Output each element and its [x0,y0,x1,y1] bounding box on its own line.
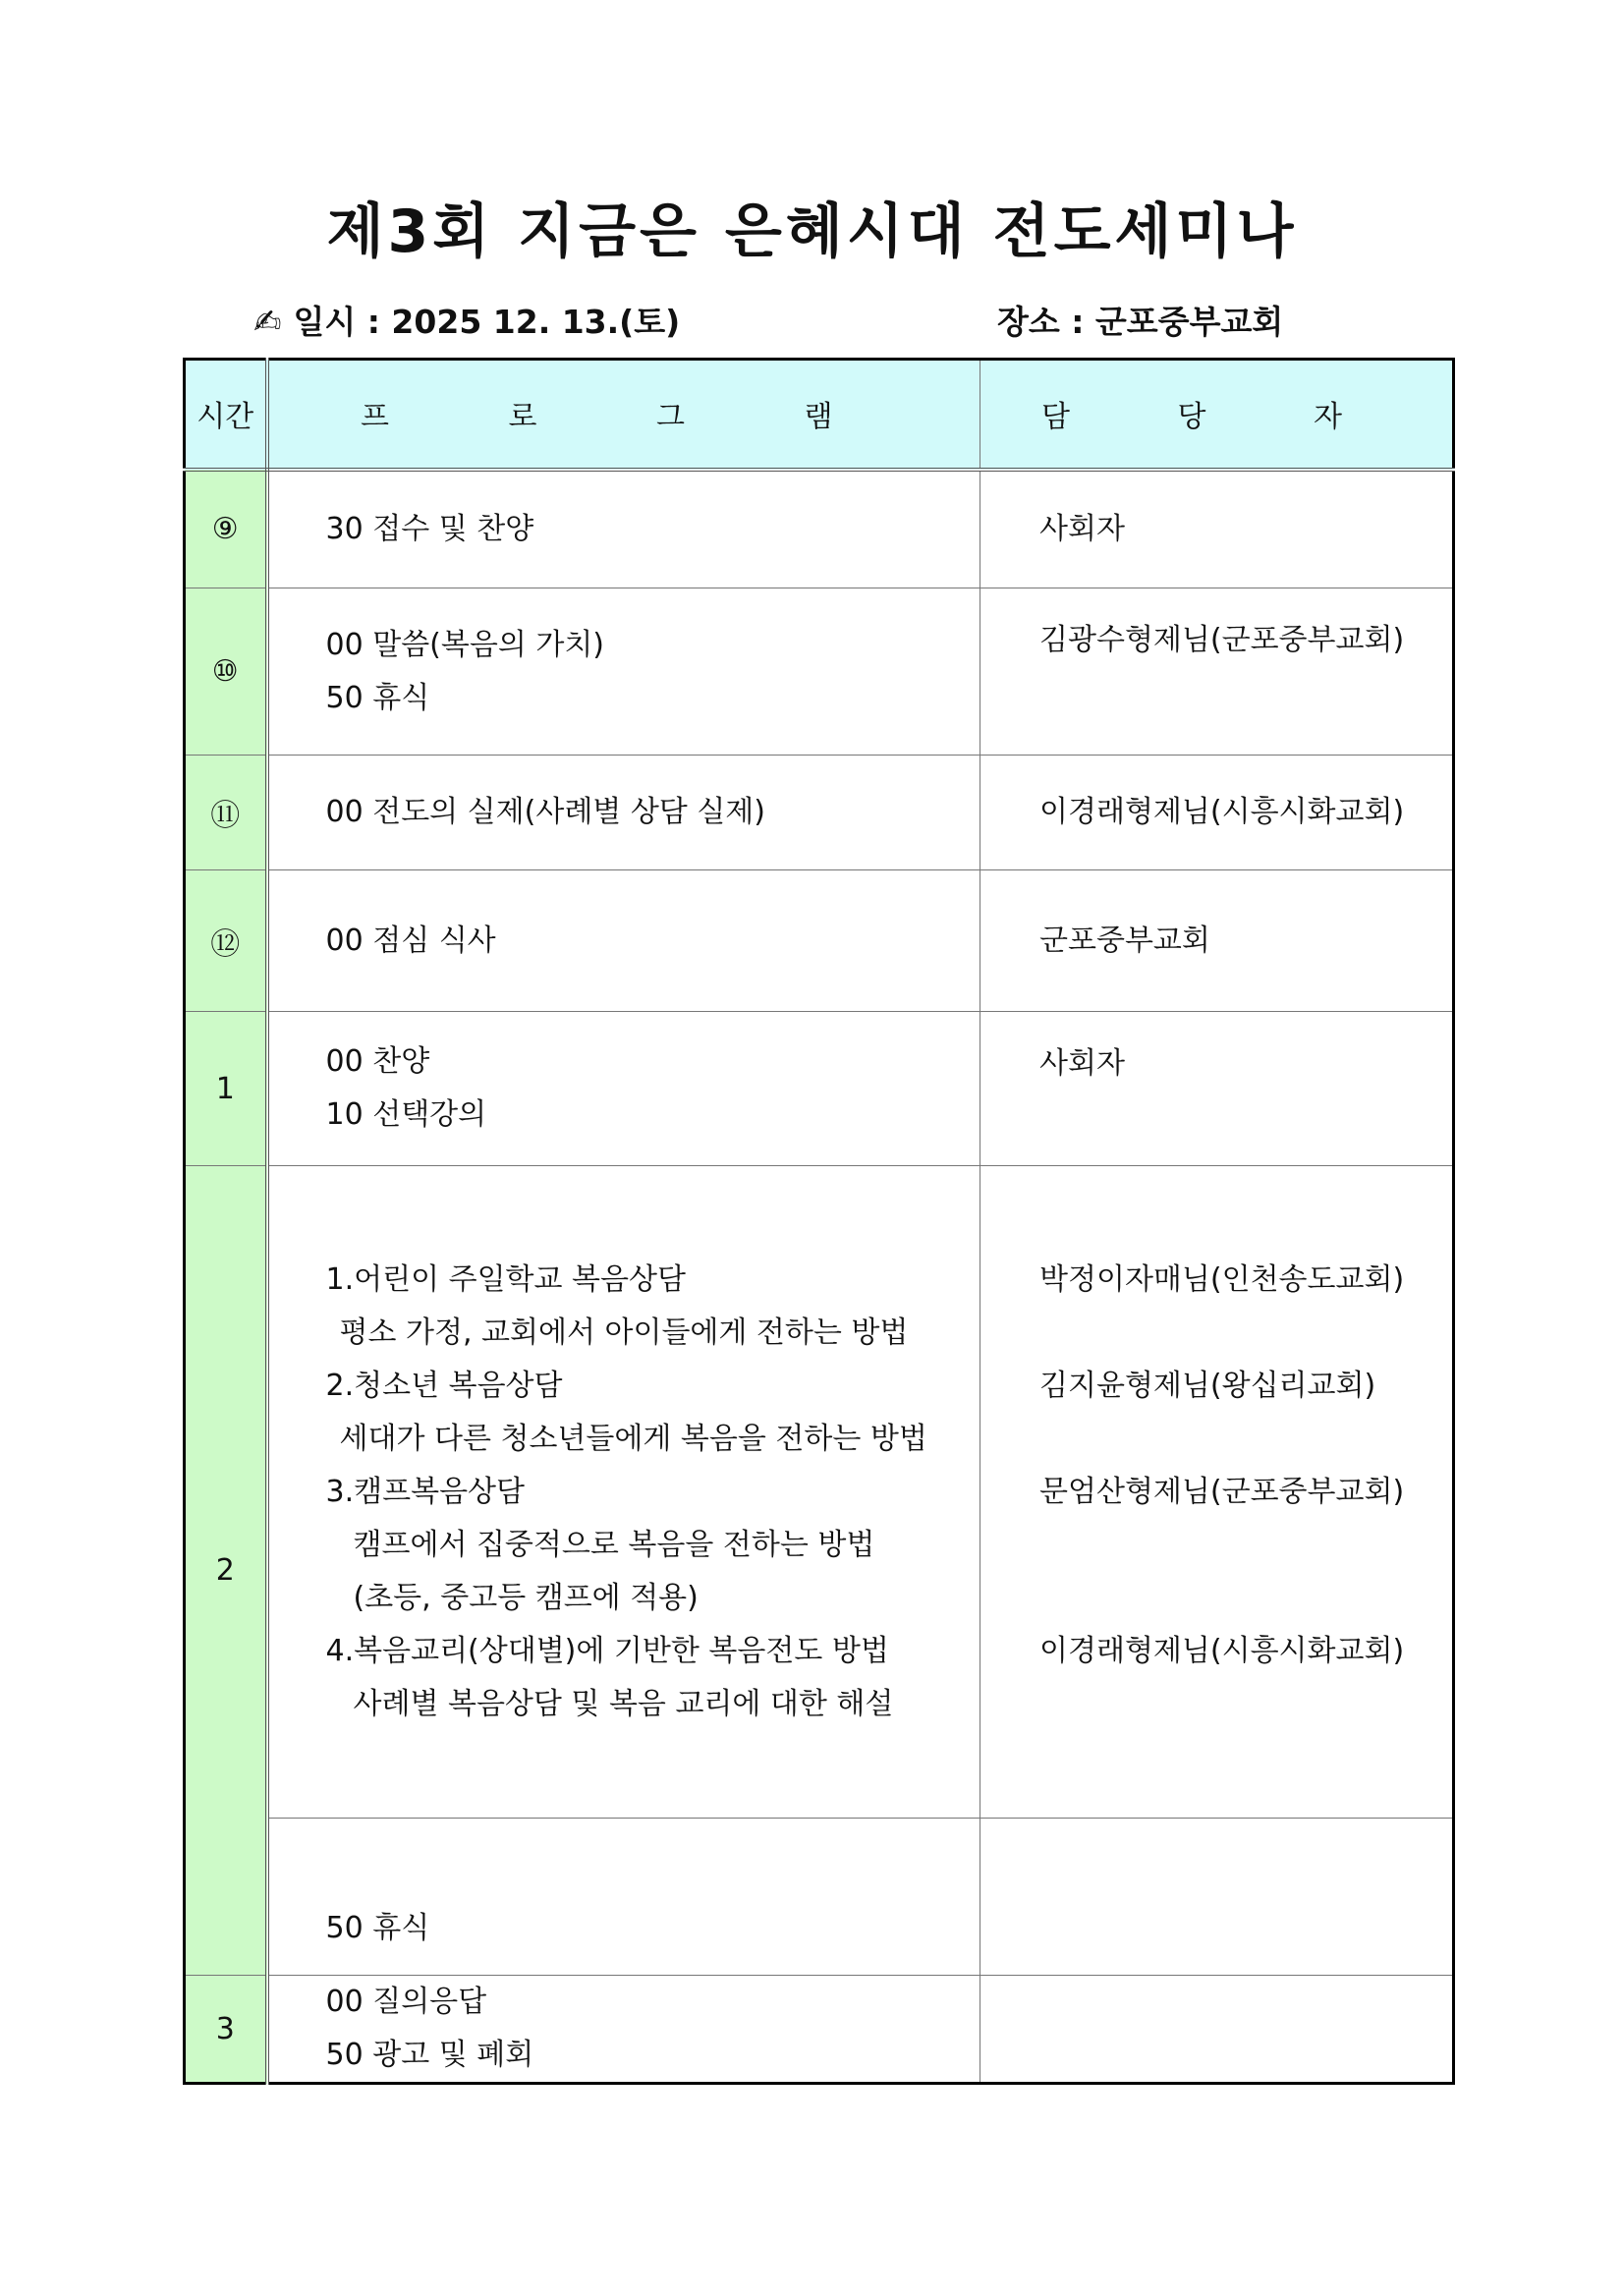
time-cell: ⑩ [185,588,267,756]
time-cell: 2 [185,1166,267,1976]
table-row [185,470,1454,588]
program-cell: 00 찬양 10 선택강의 [267,1012,980,1166]
program-cell: 00 전도의 실제(사례별 상담 실제) [267,756,980,870]
program-cell: 00 질의응답 50 광고 및 폐회 [267,1976,980,2084]
program-cell: 30 접수 및 찬양 [267,470,980,588]
table-row [185,588,1454,756]
pen-icon: ✍ [253,303,282,342]
table-row [185,1976,1454,2084]
responsible-cell [980,1976,1454,2084]
program-cell: 50 휴식 [267,1819,980,1976]
place-info: 장소 : 군포중부교회 [997,303,1284,341]
time-cell: 3 [185,1976,267,2084]
table-header-row [185,360,1454,470]
responsible-cell: 이경래형제님(시흥시화교회) [980,756,1454,870]
table-row [185,870,1454,1012]
time-cell: ⑪ [185,756,267,870]
responsible-cell: 군포중부교회 [980,870,1454,1012]
schedule-table [183,358,1455,2085]
responsible-cell: 김광수형제님(군포중부교회) [980,588,1454,756]
responsible-cell: 박정이자매님(인천송도교회) 김지윤형제님(왕십리교회) 문엄산형제님(군포중부교회) 이경래형제님(시흥시화교회) [980,1166,1454,1819]
time-cell: 1 [185,1012,267,1166]
header-time: 시간 [185,360,267,470]
program-cell: 00 점심 식사 [267,870,980,1012]
responsible-cell [980,1819,1454,1976]
time-cell: ⑨ [185,470,267,588]
date-text: 일시 : 2025 12. 13.(토) [293,303,681,341]
header-program: 프 로 그 램 [267,360,980,470]
date-info [253,297,680,343]
table-row [185,1166,1454,1819]
table-row [185,1819,1454,1976]
program-cell: 00 말씀(복음의 가치) 50 휴식 [267,588,980,756]
responsible-cell: 사회자 [980,1012,1454,1166]
responsible-cell: 사회자 [980,470,1454,588]
program-cell: 1.어린이 주일학교 복음상담 평소 가정, 교회에서 아이들에게 전하는 방법 2.청소년 복음상담 세대가 다른 청소년들에게 복음을 전하는 방법 3.캠프복음상담 캠프에서 집중적으로 복음을 전하는 방법 (초등, 중고등 캠프에 적용) 4.복음교리(상대별)에 기반한 복음전도 방법 사례별 복음상담 및 복음 교리에 대한 해설 [267,1166,980,1819]
table-row [185,1012,1454,1166]
time-cell: ⑫ [185,870,267,1012]
table-row [185,756,1454,870]
document-title: 제3회 지금은 은혜시대 전도세미나 [326,197,1298,266]
header-responsible: 담 당 자 [980,360,1454,470]
